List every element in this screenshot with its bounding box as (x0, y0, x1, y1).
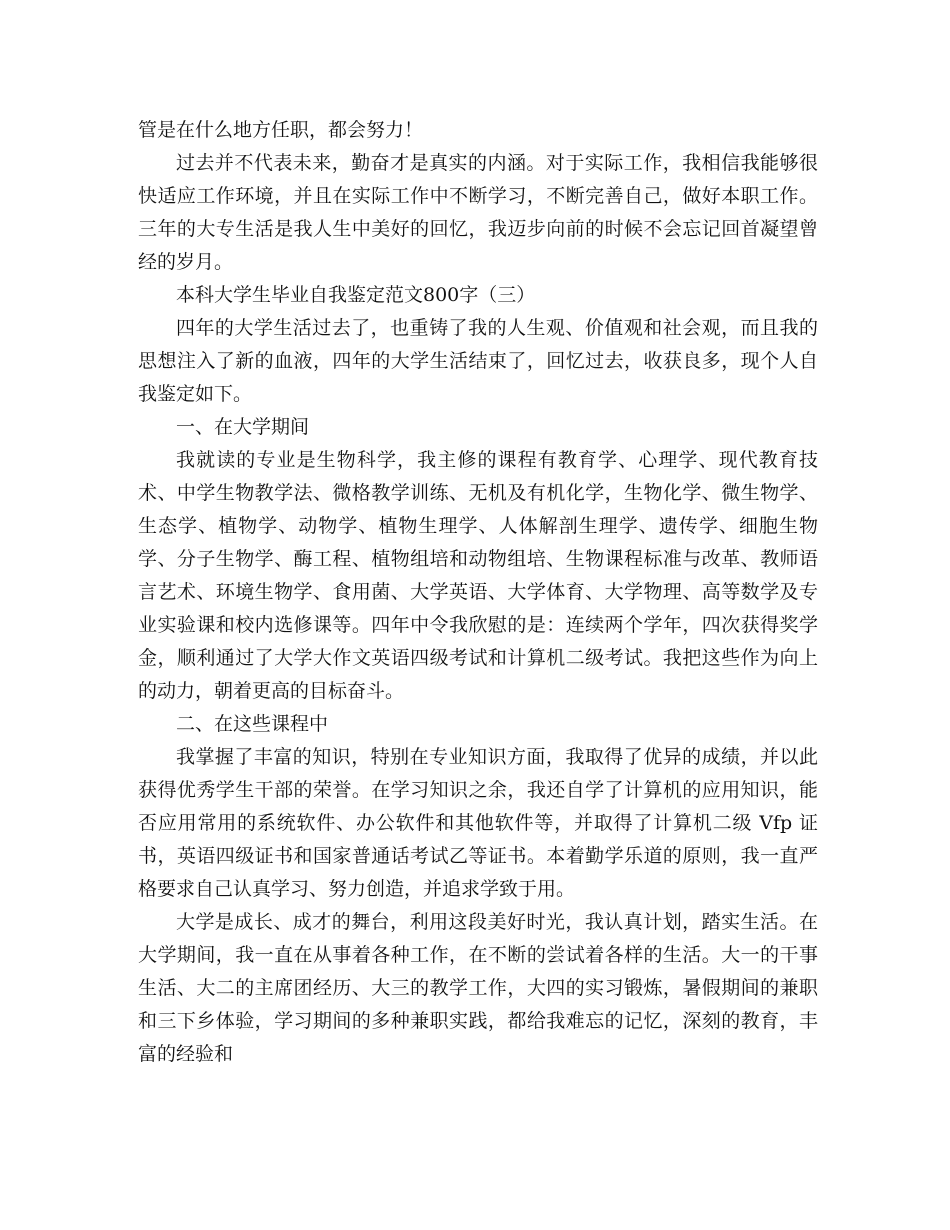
paragraph: 过去并不代表未来，勤奋才是真实的内涵。对于实际工作，我相信我能够很快适应工作环境，并且在实际工作中不断学习，不断完善自己，做好本职工作。三年的大专生活是我人生中美好的回忆，我迈步向前的时候不会忘记回首凝望曾经的岁月。 (138, 152, 818, 273)
paragraph: 四年的大学生活过去了，也重铸了我的人生观、价值观和社会观，而且我的思想注入了新的血液，四年的大学生活结束了，回忆过去，收获良多，现个人自我鉴定如下。 (138, 317, 818, 405)
section-heading: 一、在大学期间 (176, 416, 310, 438)
section-title: 本科大学生毕业自我鉴定范文800字（三） (176, 284, 536, 306)
paragraph: 大学是成长、成才的舞台，利用这段美好时光，我认真计划，踏实生活。在大学期间，我一直在从事着各种工作，在不断的尝试着各样的生活。大一的干事生活、大二的主席团经历、大三的教学工作，大四的实习锻炼，暑假期间的兼职和三下乡体验，学习期间的多种兼职实践，都给我难忘的记忆，深刻的教育，丰富的经验和 (138, 911, 818, 1065)
paragraph-continuation: 管是在什么地方任职，都会努力！ (138, 119, 424, 141)
paragraph: 我掌握了丰富的知识，特别在专业知识方面，我取得了优异的成绩，并以此获得优秀学生干部的荣誉。在学习知识之余，我还自学了计算机的应用知识，能否应用常用的系统软件、办公软件和其他软件等，并取得了计算机二级 Vfp 证书，英语四级证书和国家普通话考试乙等证书。本着勤学乐道的原则，我一直严格要求自己认真学习、努力创造，并追求学致于用。 (138, 746, 818, 900)
paragraph: 我就读的专业是生物科学，我主修的课程有教育学、心理学、现代教育技术、中学生物教学法、微格教学训练、无机及有机化学，生物化学、微生物学、生态学、植物学、动物学、植物生理学、人体解剖生理学、遗传学、细胞生物学、分子生物学、酶工程、植物组培和动物组培、生物课程标准与改革、教师语言艺术、环境生物学、食用菌、大学英语、大学体育、大学物理、高等数学及专业实验课和校内选修课等。四年中令我欣慰的是：连续两个学年，四次获得奖学金，顺利通过了大学大作文英语四级考试和计算机二级考试。我把这些作为向上的动力，朝着更高的目标奋斗。 (138, 449, 818, 702)
section-heading: 二、在这些课程中 (176, 713, 329, 735)
document-body (138, 114, 818, 1071)
